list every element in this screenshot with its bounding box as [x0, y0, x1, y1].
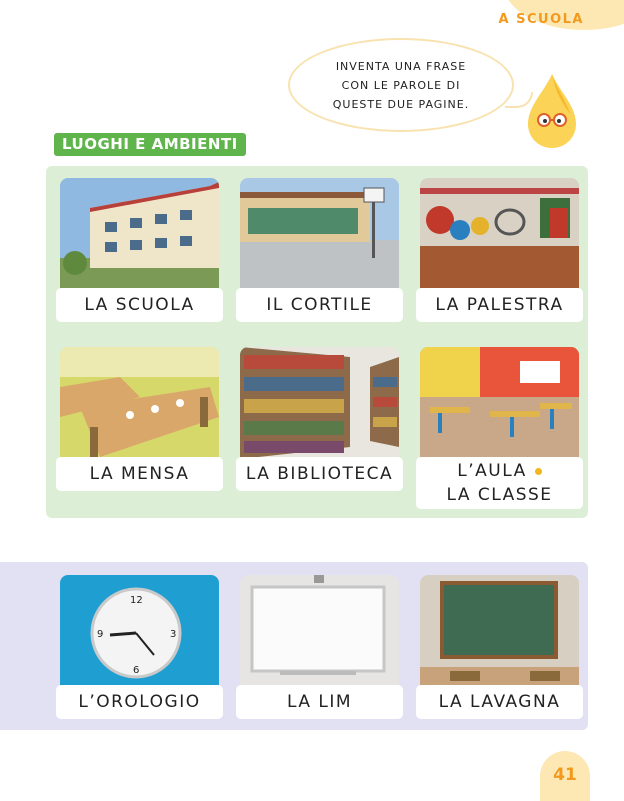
object-label-lim: LA LIM: [236, 685, 403, 719]
library-photo: [240, 347, 399, 459]
classroom-photo: [420, 347, 579, 459]
object-card-clock: [60, 575, 219, 712]
school-photo: [60, 178, 219, 290]
mascot-drop-icon: [522, 70, 582, 150]
classroom-label-line2: LA CLASSE: [446, 485, 553, 505]
courtyard-photo: [240, 178, 399, 290]
gym-photo: [420, 178, 579, 290]
place-card-library: [240, 347, 399, 484]
blackboard-photo: [420, 575, 579, 687]
svg-text:9: 9: [97, 629, 104, 640]
lim-photo: [240, 575, 399, 687]
classroom-label-line1: L’AULA: [457, 459, 541, 483]
place-label-gym: LA PALESTRA: [416, 288, 583, 322]
place-card-classroom: [420, 347, 579, 505]
place-card-gym: [420, 178, 579, 315]
page-header-title: A SCUOLA: [498, 12, 584, 27]
section-title-tag: LUOGHI E AMBIENTI: [54, 133, 246, 156]
object-label-clock: L’OROLOGIO: [56, 685, 223, 719]
object-label-blackboard: LA LAVAGNA: [416, 685, 583, 719]
page-number: 41: [540, 751, 590, 801]
object-card-blackboard: [420, 575, 579, 712]
object-card-lim: [240, 575, 399, 712]
place-card-courtyard: [240, 178, 399, 315]
speech-bubble-text: INVENTA UNA FRASE CON LE PAROLE DI QUESTE DUE PAGINE.: [332, 59, 470, 111]
place-label-library: LA BIBLIOTECA: [236, 457, 403, 491]
speech-bubble: [288, 38, 514, 132]
place-label-courtyard: IL CORTILE: [236, 288, 403, 322]
place-label-canteen: LA MENSA: [56, 457, 223, 491]
place-card-school: [60, 178, 219, 315]
bullet-dot-icon: [535, 468, 542, 475]
canteen-photo: [60, 347, 219, 459]
clock-photo: [60, 575, 219, 687]
svg-text:12: 12: [130, 595, 143, 606]
svg-text:6: 6: [133, 665, 140, 676]
svg-text:3: 3: [170, 629, 177, 640]
place-label-classroom: [416, 457, 583, 509]
place-label-school: LA SCUOLA: [56, 288, 223, 322]
place-card-canteen: [60, 347, 219, 484]
